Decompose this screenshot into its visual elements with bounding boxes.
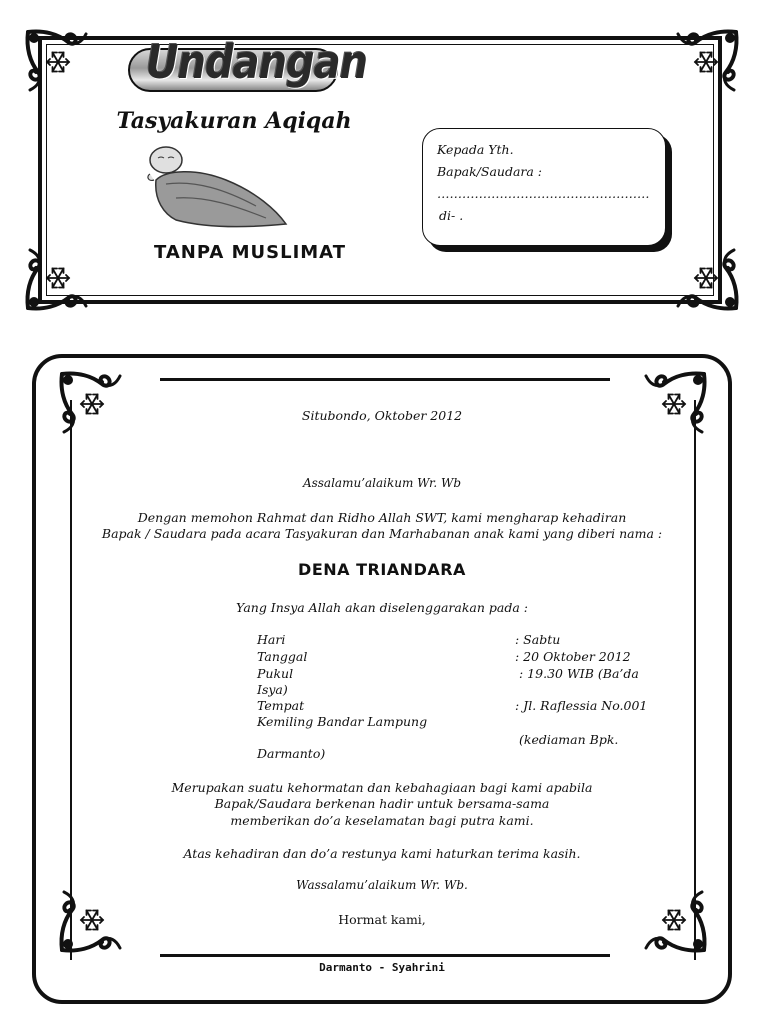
corner-ornament-icon	[24, 28, 88, 92]
tagline: TANPA MUSLIMAT	[154, 242, 346, 263]
detail-label: Tanggal	[257, 649, 308, 664]
address-blank-line: ……………………………………………	[437, 186, 650, 201]
regards: Hormat kami,	[338, 912, 426, 927]
detail-value: : 19.30 WIB (Ba’da	[519, 666, 639, 681]
corner-ornament-icon	[676, 248, 740, 312]
baby-illustration-icon	[136, 140, 296, 230]
event-subtitle: Tasyakuran Aqiqah	[116, 108, 352, 134]
inner-border	[160, 954, 610, 957]
intro-line: Dengan memohon Rahmat dan Ridho Allah SWT, kami mengharap kehadiran	[137, 510, 627, 525]
thanks-line: Atas kehadiran dan do’a restunya kami haturkan terima kasih.	[183, 846, 581, 861]
detail-label: Tempat	[257, 698, 305, 713]
closing-line: Bapak/Saudara berkenan hadir untuk bersama-sama	[214, 796, 550, 811]
inner-border	[160, 378, 610, 381]
detail-value-cont: Darmanto)	[257, 746, 326, 761]
corner-ornament-icon	[644, 370, 708, 434]
closing-line: memberikan do’a keselamatan bagi putra kami.	[230, 813, 534, 828]
detail-value: : Sabtu	[515, 632, 561, 647]
detail-value-cont: Kemiling Bandar Lampung	[257, 714, 428, 729]
held-on-line: Yang Insya Allah akan diselenggarakan pada :	[236, 600, 528, 615]
detail-value-cont: (kediaman Bpk.	[519, 732, 619, 747]
address-line: Bapak/Saudara :	[437, 164, 543, 179]
detail-label: Hari	[257, 632, 286, 647]
greeting: Assalamu’alaikum Wr. Wb	[302, 476, 462, 490]
child-name: DENA TRIANDARA	[298, 560, 466, 579]
address-line: di- .	[439, 208, 464, 223]
farewell: Wassalamu’alaikum Wr. Wb.	[296, 878, 468, 892]
corner-ornament-icon	[676, 28, 740, 92]
address-box	[422, 128, 666, 246]
signature: Darmanto - Syahrini	[319, 961, 445, 974]
detail-value: : Jl. Raflessia No.001	[515, 698, 648, 713]
address-line: Kepada Yth.	[437, 142, 514, 157]
detail-value-cont: Isya)	[257, 682, 288, 697]
banner-title: Undangan	[146, 36, 368, 90]
place-date: Situbondo, Oktober 2012	[301, 408, 463, 423]
detail-label: Pukul	[257, 666, 294, 681]
corner-ornament-icon	[24, 248, 88, 312]
inner-border	[694, 400, 696, 960]
detail-value: : 20 Oktober 2012	[515, 649, 631, 664]
intro-line: Bapak / Saudara pada acara Tasyakuran dan Marhabanan anak kami yang diberi nama :	[101, 526, 663, 541]
corner-ornament-icon	[58, 370, 122, 434]
closing-line: Merupakan suatu kehormatan dan kebahagiaan bagi kami apabila	[171, 780, 593, 795]
